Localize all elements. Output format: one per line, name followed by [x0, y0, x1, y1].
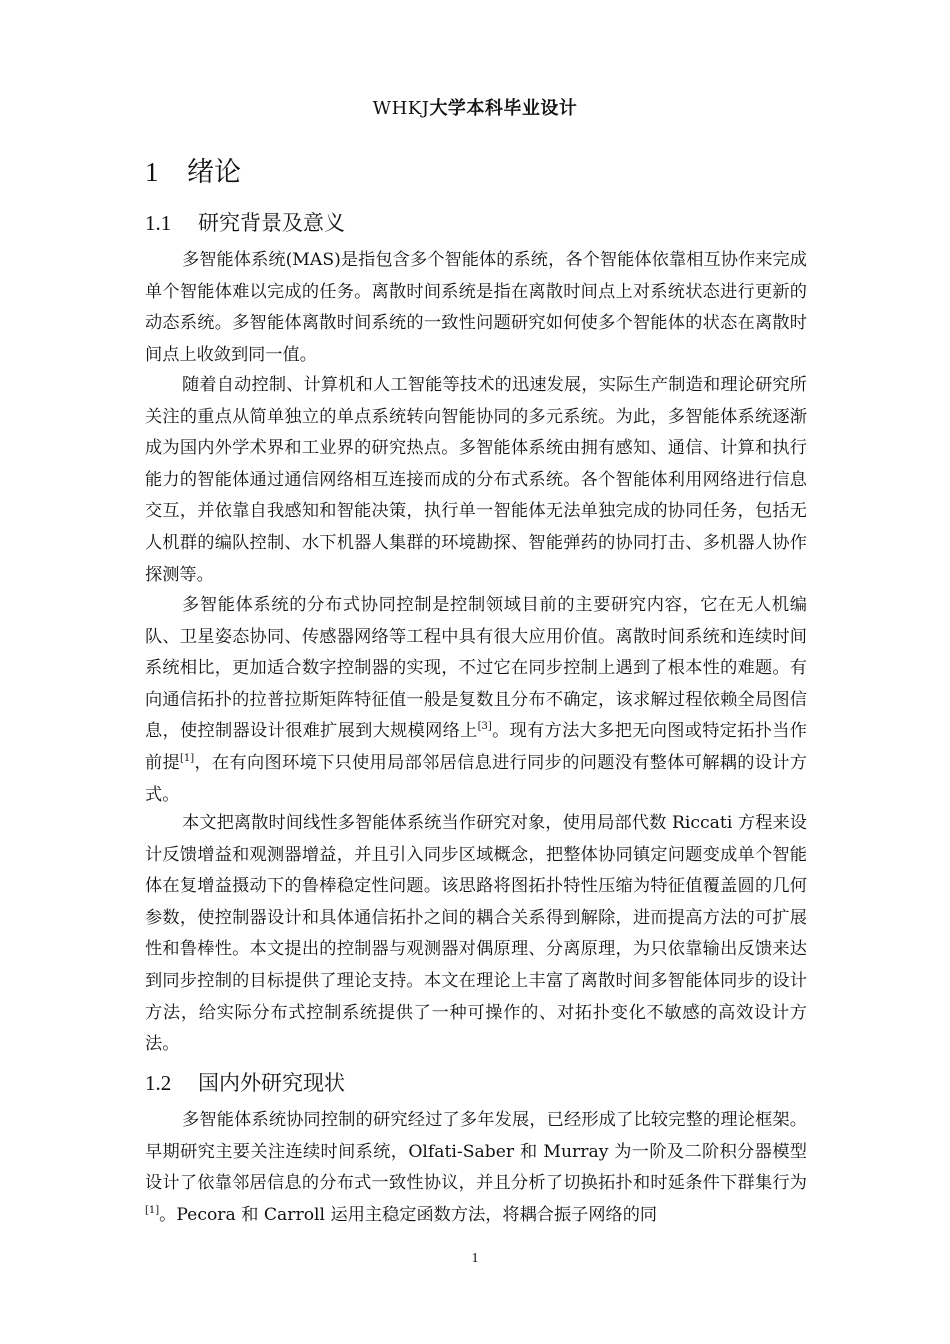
paragraph-3 — [145, 590, 807, 811]
paragraph-1: 多智能体系统(MAS)是指包含多个智能体的系统，各个智能体依靠相互协作来完成单个智能体难以完成的任务。离散时间系统是指在离散时间点上对系统状态进行更新的动态系统。多智能体离散时间系统的一致性问题研究如何使多个智能体的状态在离散时间点上收敛到同一值。 — [145, 250, 807, 365]
paragraph-5 — [145, 1105, 807, 1231]
citation: [1] — [145, 1204, 160, 1216]
chapter-number: 1 — [145, 157, 159, 187]
header-prefix: WHKJ — [372, 98, 430, 119]
paragraph-3-text-a: 多智能体系统的分布式协同控制是控制领域目前的主要研究内容，它在无人机编队、卫星姿态协同、传感器网络等工程中具有很大应用价值。离散时间系统和连续时间系统相比，更加适合数字控制器的实现，不过它在同步控制上遇到了根本性的难题。有向通信拓扑的拉普拉斯矩阵特征值一般是复数且分布不确定，该求解过程依赖全局图信息，使控制器设计很难扩展到大规模网络上 — [145, 595, 807, 742]
citation: [3] — [477, 721, 492, 733]
citation: [1] — [180, 752, 195, 764]
paragraph-2: 随着自动控制、计算机和人工智能等技术的迅速发展，实际生产制造和理论研究所关注的重点从简单独立的单点系统转向智能协同的多元系统。为此，多智能体系统逐渐成为国内外学术界和工业界的研究热点。多智能体系统由拥有感知、通信、计算和执行能力的智能体通过通信网络相互连接而成的分布式系统。各个智能体利用网络进行信息交互，并依靠自我感知和智能决策，执行单一智能体无法单独完成的协同任务，包括无人机群的编队控制、水下机器人集群的环境勘探、智能弹药的协同打击、多机器人协作探测等。 — [145, 375, 807, 585]
section-heading-1-2 — [145, 1067, 345, 1097]
chapter-heading — [145, 150, 241, 189]
section-heading-1-1 — [145, 207, 345, 237]
page-header — [0, 94, 950, 120]
section-number: 1.1 — [145, 211, 172, 235]
paragraph-3-text-b: 。现有方法大多把无向图或特定拓扑当作前提 — [145, 721, 807, 773]
paragraph-5-text-b: 。Pecora 和 Carroll 运用主稳定函数方法，将耦合振子网络的同 — [159, 1204, 658, 1225]
paragraph-3-text-c: ，在有向图环境下只使用局部邻居信息进行同步的问题没有整体可解耦的设计方式。 — [145, 752, 807, 805]
section-title: 研究背景及意义 — [198, 211, 345, 235]
page-number: 1 — [471, 1251, 479, 1266]
section-title: 国内外研究现状 — [198, 1071, 345, 1095]
chapter-title: 绪论 — [187, 157, 241, 188]
paragraph-5-text-a: 多智能体系统协同控制的研究经过了多年发展，已经形成了比较完整的理论框架。早期研究主要关注连续时间系统，Olfati-Saber 和 Murray 为一阶及二阶积分器模型设计了依靠邻居信息的分布式一致性协议，并且分析了切换拓扑和时延条件下群集行为 — [145, 1110, 807, 1194]
header-title: 大学本科毕业设计 — [429, 98, 578, 119]
paragraph-4: 本文把离散时间线性多智能体系统当作研究对象，使用局部代数 Riccati 方程来设计反馈增益和观测器增益，并且引入同步区域概念，把整体协同镇定问题变成单个智能体在复增益摄动下的鲁棒稳定性问题。该思路将图拓扑特性压缩为特征值覆盖圆的几何参数，使控制器设计和具体通信拓扑之间的耦合关系得到解除，进而提高方法的可扩展性和鲁棒性。本文提出的控制器与观测器对偶原理、分离原理，为只依靠输出反馈来达到同步控制的目标提供了理论支持。本文在理论上丰富了离散时间多智能体同步的设计方法，给实际分布式控制系统提供了一种可操作的、对拓扑变化不敏感的高效设计方法。 — [145, 813, 807, 1055]
section-number: 1.2 — [145, 1071, 172, 1095]
